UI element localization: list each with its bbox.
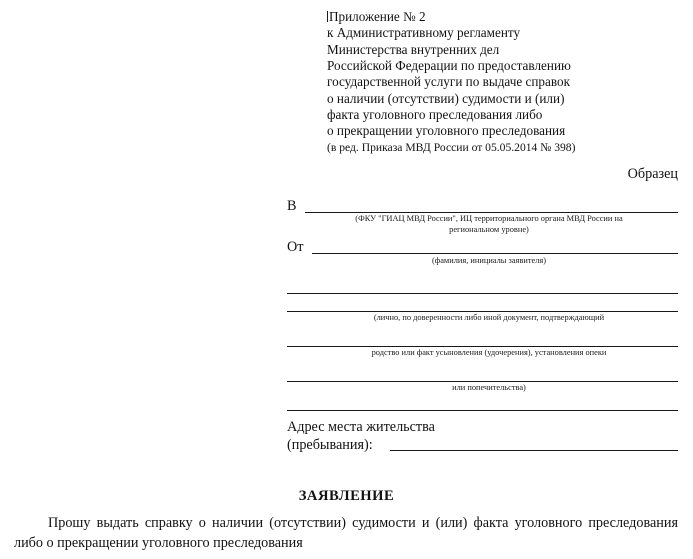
basis-input-line-3[interactable] [287, 381, 678, 382]
sample-label: Образец [627, 166, 678, 182]
edition-note: (в ред. Приказа МВД России от 05.05.2014 № 398) [327, 141, 576, 154]
header-line-4: Российской Федерации по предоставлению [327, 58, 571, 74]
applicant-caption: (фамилия, инициалы заявителя) [431, 256, 547, 265]
basis-input-line-2[interactable] [287, 346, 678, 347]
address-label-line-2: (пребывания): [287, 436, 373, 453]
statement-body: Прошу выдать справку о наличии (отсутствии) судимости и (или) факта уголовного преследования либо о прекращении уголовного преследования [14, 515, 678, 551]
addressee-caption-line-1: (ФКУ "ГИАЦ МВД России", ИЦ территориального органа МВД России на [355, 214, 623, 223]
applicant-extra-input-line[interactable] [287, 293, 678, 294]
header-line-5: государственной услуги по выдаче справок [327, 74, 571, 90]
basis-caption-line-3: или попечительства) [452, 383, 526, 392]
basis-caption-line-1: (лично, по доверенности либо иной документ, подтверждающий [373, 313, 605, 322]
statement-title: ЗАЯВЛЕНИЕ [298, 488, 395, 504]
header-line-6: о наличии (отсутствии) судимости и (или) [327, 90, 565, 106]
basis-input-line-1[interactable] [287, 311, 678, 312]
addressee-input-line[interactable] [305, 212, 678, 213]
header-line-1-text: Приложение № 2 [329, 9, 426, 24]
address-label-line-1: Адрес места жительства [287, 419, 435, 435]
address-input-line[interactable] [390, 450, 678, 451]
applicant-label: От [287, 239, 304, 255]
addressee-label: В [287, 198, 297, 214]
basis-caption-line-2: родство или факт усыновления (удочерения), установления опеки [371, 348, 607, 357]
header-line-2: к Административному регламенту [327, 25, 521, 41]
addressee-caption-line-2: региональном уровне) [449, 225, 529, 234]
header-line-8: о прекращении уголовного преследования [327, 123, 566, 139]
address-label [287, 419, 435, 454]
header-line-3: Министерства внутренних дел [327, 41, 500, 57]
header-line-7: факта уголовного преследования либо [327, 107, 543, 123]
basis-input-line-4[interactable] [287, 410, 678, 411]
applicant-input-line[interactable] [312, 253, 678, 254]
